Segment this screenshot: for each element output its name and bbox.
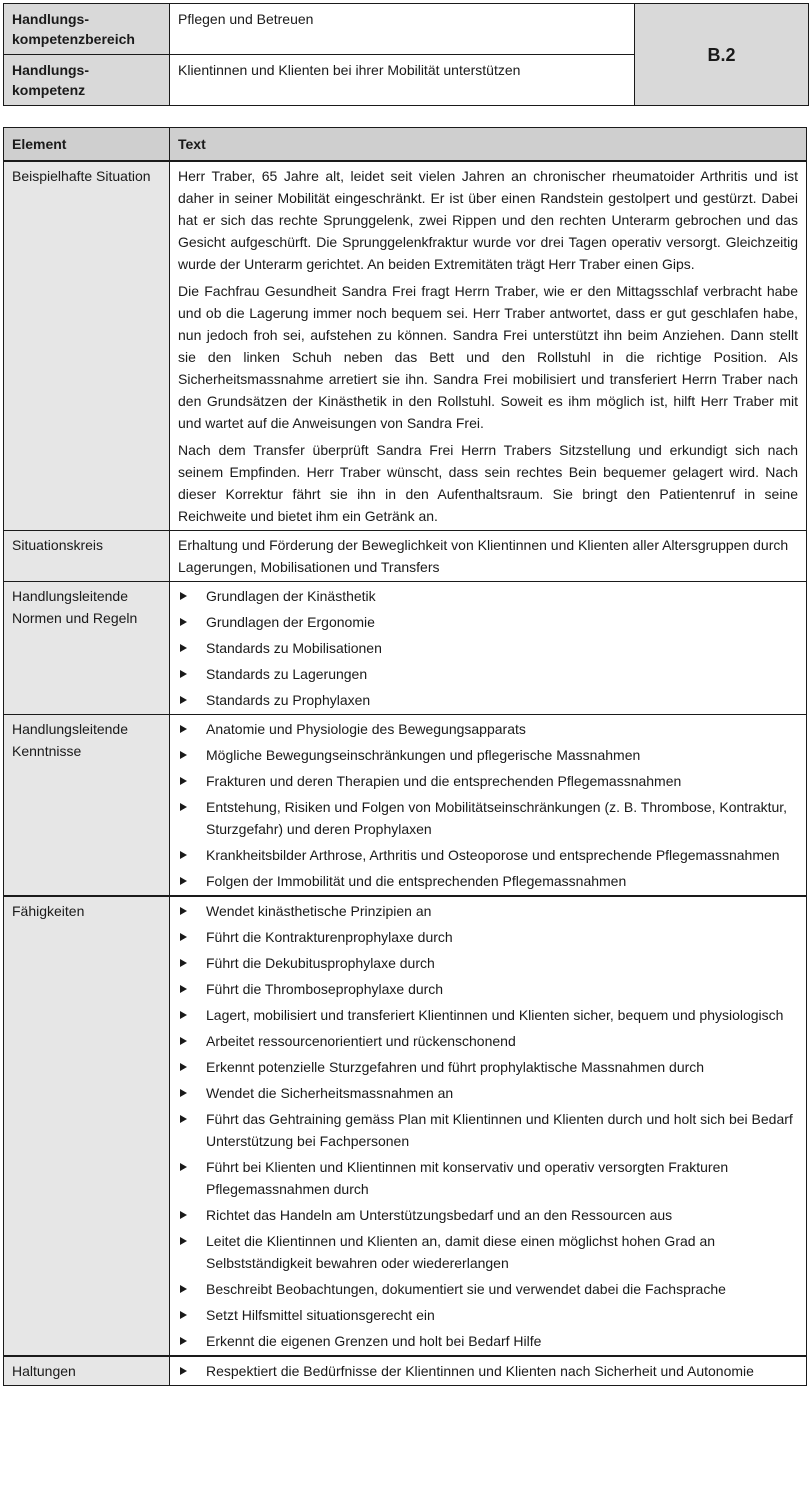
list-item [178,1030,798,1052]
row-situation [4,161,807,531]
list-item-text: Führt die Thromboseprophylaxe durch [206,981,444,997]
bullet-arrow-icon [180,851,187,859]
bullet-arrow-icon [180,1237,187,1245]
list-item [178,952,798,974]
list-item-text: Lagert, mobilisiert und transferiert Klientinnen und Klienten sicher, bequem und physiologisch [206,1007,784,1023]
list-item [178,1108,798,1152]
row-label-situation: Beispielhafte Situation [4,161,170,531]
list-item [178,585,798,607]
faehigkeiten-list [178,900,798,1352]
bullet-arrow-icon [180,1011,187,1019]
list-item [178,770,798,792]
list-item-text: Standards zu Lagerungen [206,666,368,682]
list-item-text: Führt bei Klienten und Klientinnen mit konservativ und operativ versorgten Frakturen Pflegemassnahmen durch [206,1159,729,1197]
header-label-bereich: Handlungs-kompetenzbereich [4,4,170,55]
competence-table-box [3,127,807,1386]
bullet-arrow-icon [180,618,187,626]
bullet-arrow-icon [180,592,187,600]
bullet-arrow-icon [180,1311,187,1319]
row-label-situationskreis: Situationskreis [4,531,170,582]
header-box [3,3,807,104]
list-item [178,844,798,866]
bullet-arrow-icon [180,725,187,733]
bullet-arrow-icon [180,670,187,678]
list-item-text: Krankheitsbilder Arthrose, Arthritis und Osteoporose und entsprechende Pflegemassnahmen [206,847,780,863]
bullet-arrow-icon [180,1037,187,1045]
list-item-text: Richtet das Handeln am Unterstützungsbedarf und an den Ressourcen aus [206,1207,673,1223]
haltungen-list [178,1360,798,1382]
row-kenntnisse [4,715,807,897]
bullet-arrow-icon [180,777,187,785]
list-item [178,718,798,740]
bullet-arrow-icon [180,644,187,652]
list-item [178,1330,798,1352]
row-label-haltungen: Haltungen [4,1356,170,1386]
list-item-text: Wendet kinästhetische Prinzipien an [206,903,432,919]
list-item-text: Frakturen und deren Therapien und die entsprechenden Pflegemassnahmen [206,773,682,789]
bullet-arrow-icon [180,877,187,885]
row-normen [4,582,807,715]
list-item-text: Entstehung, Risiken und Folgen von Mobilitätseinschränkungen (z. B. Thrombose, Kontraktur, Sturzgefahr) und deren Prophylaxen [206,799,788,837]
list-item-text: Führt das Gehtraining gemäss Plan mit Klientinnen und Klienten durch und holt sich bei Bedarf Unterstützung bei Fachpersonen [206,1111,793,1149]
list-item-text: Wendet die Sicherheitsmassnahmen an [206,1085,454,1101]
row-haltungen [4,1356,807,1386]
list-item [178,663,798,685]
list-item-text: Setzt Hilfsmittel situationsgerecht ein [206,1307,435,1323]
list-item [178,1156,798,1200]
list-item [178,1360,798,1382]
row-label-faehigkeiten: Fähigkeiten [4,896,170,1356]
list-item [178,1004,798,1026]
list-item [178,1278,798,1300]
list-item [178,689,798,711]
faehigkeiten-cell [170,896,807,1356]
list-item-text: Standards zu Mobilisationen [206,640,382,656]
bullet-arrow-icon [180,1367,187,1375]
bullet-arrow-icon [180,959,187,967]
header-value-kompetenz: Klientinnen und Klienten bei ihrer Mobilität unterstützen [170,55,635,106]
list-item-text: Grundlagen der Ergonomie [206,614,375,630]
bullet-arrow-icon [180,1163,187,1171]
situation-text [170,161,807,531]
row-faehigkeiten [4,896,807,1356]
column-header-element: Element [4,128,170,162]
bullet-arrow-icon [180,1337,187,1345]
list-item-text: Führt die Dekubitusprophylaxe durch [206,955,435,971]
list-item [178,1082,798,1104]
list-item-text: Erkennt die eigenen Grenzen und holt bei Bedarf Hilfe [206,1333,542,1349]
header-row-bereich [4,4,809,55]
header-table [3,3,809,106]
list-item-text: Anatomie und Physiologie des Bewegungsapparats [206,721,526,737]
haltungen-cell [170,1356,807,1386]
table-header-row [4,128,807,162]
situation-paragraph: Herr Traber, 65 Jahre alt, leidet seit vielen Jahren an chronischer rheumatoider Arthritis und ist daher in seiner Mobilität eingeschränkt. Er ist über einen Randstein gestolpert und gestürzt. Dabei hat er sich das rechte Sprunggelenk, zwei Rippen und den rechten Unterarm gebrochen und das Gesicht aufgeschürft. Die Sprunggelenkfraktur wurde vor drei Tagen operativ versorgt. Gleichzeitig wurde der Unterarm gerichtet. An beiden Extremitäten trägt Herr Traber einen Gips. [178,168,798,272]
bullet-arrow-icon [180,933,187,941]
list-item [178,1304,798,1326]
competence-code: B.2 [635,4,809,106]
list-item [178,637,798,659]
bullet-arrow-icon [180,1285,187,1293]
bullet-arrow-icon [180,751,187,759]
bullet-arrow-icon [180,985,187,993]
list-item [178,1056,798,1078]
bullet-arrow-icon [180,907,187,915]
list-item [178,1204,798,1226]
column-header-text: Text [170,128,807,162]
row-label-kenntnisse: Handlungsleitende Kenntnisse [4,715,170,897]
kenntnisse-cell [170,715,807,897]
list-item-text: Erkennt potenzielle Sturzgefahren und führt prophylaktische Massnahmen durch [206,1059,705,1075]
bullet-arrow-icon [180,1211,187,1219]
list-item-text: Folgen der Immobilität und die entsprechenden Pflegemassnahmen [206,873,627,889]
row-label-normen: Handlungsleitende Normen und Regeln [4,582,170,715]
list-item-text: Leitet die Klientinnen und Klienten an, damit diese einen möglichst hohen Grad an Selbstständigkeit bewahren oder wiedererlangen [206,1233,716,1271]
list-item [178,978,798,1000]
header-value-bereich: Pflegen und Betreuen [170,4,635,55]
list-item [178,796,798,840]
list-item [178,611,798,633]
list-item-text: Grundlagen der Kinästhetik [206,588,376,604]
header-label-kompetenz: Handlungs-kompetenz [4,55,170,106]
bullet-arrow-icon [180,803,187,811]
list-item [178,926,798,948]
situation-paragraph: Nach dem Transfer überprüft Sandra Frei Herrn Trabers Sitzstellung und erkundigt sich nach seinem Empfinden. Herr Traber wünscht, dass sein rechtes Bein bequemer gelagert wird. Nach dieser Korrektur fährt sie ihn in den Aufenthaltsraum. Sie bringt den Patientenruf in seine Reichweite und bietet ihm ein Getränk an. [178,442,798,524]
situation-paragraph: Die Fachfrau Gesundheit Sandra Frei fragt Herrn Traber, wie er den Mittagsschlaf verbracht habe und ob die Lagerung immer noch bequem sei. Herr Traber antwortet, dass er gut geschlafen habe, nun jedoch froh sei, aufstehen zu können. Sandra Frei unterstützt ihn beim Anziehen. Dann stellt sie den linken Schuh neben das Bett und den Rollstuhl in die richtige Position. Als Sicherheitsmassnahme arretiert sie ihn. Sandra Frei mobilisiert und transferiert Herrn Traber nach den Grundsätzen der Kinästhetik in den Rollstuhl. Soweit es ihm möglich ist, hilft Herr Traber mit und wartet auf die Anweisungen von Sandra Frei. [178,283,798,431]
list-item-text: Standards zu Prophylaxen [206,692,371,708]
list-item-text: Führt die Kontrakturenprophylaxe durch [206,929,453,945]
list-item-text: Respektiert die Bedürfnisse der Klientinnen und Klienten nach Sicherheit und Autonomie [206,1363,754,1379]
list-item [178,744,798,766]
bullet-arrow-icon [180,1089,187,1097]
competence-table [3,127,807,1386]
list-item-text: Beschreibt Beobachtungen, dokumentiert sie und verwendet dabei die Fachsprache [206,1281,726,1297]
list-item [178,870,798,892]
bullet-arrow-icon [180,696,187,704]
normen-list [178,585,798,711]
bullet-arrow-icon [180,1115,187,1123]
list-item-text: Arbeitet ressourcenorientiert und rückenschonend [206,1033,516,1049]
row-situationskreis [4,531,807,582]
list-item [178,900,798,922]
situationskreis-text: Erhaltung und Förderung der Beweglichkeit von Klientinnen und Klienten aller Altersgruppen durch Lagerungen, Mobilisationen und Transfers [170,531,807,582]
list-item [178,1230,798,1274]
bullet-arrow-icon [180,1063,187,1071]
list-item-text: Mögliche Bewegungseinschränkungen und pflegerische Massnahmen [206,747,641,763]
kenntnisse-list [178,718,798,892]
normen-cell [170,582,807,715]
